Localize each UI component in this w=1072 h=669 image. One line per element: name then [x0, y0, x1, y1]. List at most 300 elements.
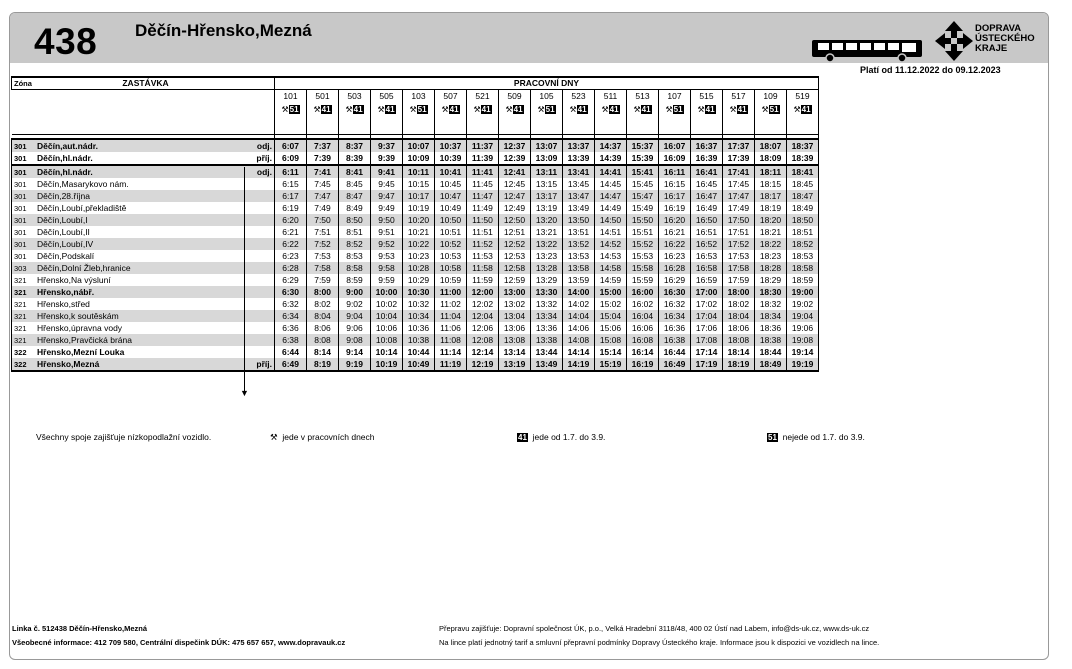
trip-code — [435, 103, 466, 116]
time-cell: 18:00 — [723, 286, 755, 298]
time-cell: 17:06 — [691, 322, 723, 334]
time-cell: 9:41 — [371, 165, 403, 178]
time-cell: 6:09 — [275, 152, 307, 165]
time-cell: 17:04 — [691, 310, 723, 322]
zone-cell: 322 — [12, 358, 36, 371]
time-cell: 16:28 — [659, 262, 691, 274]
time-cell: 15:39 — [627, 152, 659, 165]
time-cell: 10:08 — [371, 334, 403, 346]
time-cell: 19:08 — [787, 334, 819, 346]
time-cell: 14:02 — [563, 298, 595, 310]
time-cell: 16:21 — [659, 226, 691, 238]
time-cell: 13:38 — [531, 334, 563, 346]
trip-code — [371, 103, 402, 116]
zone-cell: 321 — [12, 286, 36, 298]
time-cell: 10:14 — [371, 346, 403, 358]
time-cell: 13:45 — [563, 178, 595, 190]
logo-line: KRAJE — [975, 43, 1008, 54]
trip-header — [275, 90, 307, 135]
workday-symbol-icon: ⚒ — [793, 105, 801, 114]
zone-cell: 301 — [12, 202, 36, 214]
dir-header — [254, 77, 275, 90]
time-cell: 18:47 — [787, 190, 819, 202]
time-cell: 13:06 — [499, 322, 531, 334]
time-cell: 7:37 — [307, 139, 339, 152]
trip-code — [403, 103, 434, 116]
time-cell: 18:09 — [755, 152, 787, 165]
time-cell: 11:02 — [435, 298, 467, 310]
time-cell: 11:49 — [467, 202, 499, 214]
direction-cell: příj. — [254, 358, 275, 371]
logo-line: DOPRAVA — [975, 23, 1022, 34]
time-cell: 6:11 — [275, 165, 307, 178]
time-cell: 17:58 — [723, 262, 755, 274]
time-cell: 13:39 — [563, 152, 595, 165]
timetable-row — [12, 139, 819, 152]
stop-name: Hřensko,Pravčická brána — [35, 334, 254, 346]
time-cell: 16:49 — [691, 202, 723, 214]
time-cell: 10:23 — [403, 250, 435, 262]
time-cell: 13:47 — [563, 190, 595, 202]
time-cell: 18:17 — [755, 190, 787, 202]
trip-code-badge: 41 — [641, 105, 651, 114]
trip-number: 517 — [731, 91, 746, 101]
time-cell: 9:53 — [371, 250, 403, 262]
time-cell: 6:38 — [275, 334, 307, 346]
time-cell: 11:39 — [467, 152, 499, 165]
time-cell: 16:00 — [627, 286, 659, 298]
time-cell: 8:47 — [339, 190, 371, 202]
trip-code-badge: 51 — [289, 105, 299, 114]
time-cell: 17:49 — [723, 202, 755, 214]
stop-name: Děčín,Loubí,překladiště — [37, 202, 127, 213]
trip-code-badge: 41 — [577, 105, 587, 114]
time-cell: 16:09 — [659, 152, 691, 165]
time-cell: 16:08 — [627, 334, 659, 346]
trip-number: 503 — [347, 91, 362, 101]
time-cell: 16:29 — [659, 274, 691, 286]
time-cell: 17:50 — [723, 214, 755, 226]
trip-code — [307, 103, 338, 116]
time-cell: 18:59 — [787, 274, 819, 286]
time-cell: 12:59 — [499, 274, 531, 286]
time-cell: 10:50 — [435, 214, 467, 226]
time-cell: 16:19 — [627, 358, 659, 371]
time-cell: 18:21 — [755, 226, 787, 238]
trip-header — [435, 90, 467, 135]
footer-tariff: Na lince platí jednotný tarif a smluvní přepravní podmínky Dopravy Ústeckého kraje. Informace jsou k dispozici ve vozidlech na lince. — [439, 638, 880, 647]
time-cell: 7:39 — [307, 152, 339, 165]
trip-number: 507 — [443, 91, 458, 101]
workday-symbol-icon: ⚒ — [761, 105, 769, 114]
time-cell: 15:53 — [627, 250, 659, 262]
workday-note — [270, 432, 375, 443]
time-cell: 10:28 — [403, 262, 435, 274]
zone-header: Zóna — [12, 77, 36, 90]
time-cell: 10:04 — [371, 310, 403, 322]
route-name: Děčín-Hřensko,Mezná — [135, 21, 312, 40]
time-cell: 14:08 — [563, 334, 595, 346]
time-cell: 13:29 — [531, 274, 563, 286]
trip-code-badge: 41 — [609, 105, 619, 114]
time-cell: 9:00 — [339, 286, 371, 298]
direction-cell — [254, 226, 275, 238]
time-cell: 15:58 — [627, 262, 659, 274]
direction-cell — [254, 322, 275, 334]
time-cell: 10:49 — [435, 202, 467, 214]
time-cell: 16:49 — [659, 358, 691, 371]
direction-cell — [254, 262, 275, 274]
direction-cell — [254, 286, 275, 298]
time-cell: 16:23 — [659, 250, 691, 262]
time-cell: 17:00 — [691, 286, 723, 298]
time-cell: 10:39 — [435, 152, 467, 165]
trip-number: 509 — [507, 91, 522, 101]
time-cell: 7:45 — [307, 178, 339, 190]
time-cell: 12:52 — [499, 238, 531, 250]
time-cell: 14:39 — [595, 152, 627, 165]
time-cell: 13:04 — [499, 310, 531, 322]
time-cell: 13:28 — [531, 262, 563, 274]
trip-code-badge: 41 — [737, 105, 747, 114]
stop-blank — [35, 90, 254, 135]
trip-number: 505 — [379, 91, 394, 101]
time-cell: 10:22 — [403, 238, 435, 250]
time-cell: 9:39 — [371, 152, 403, 165]
time-cell: 17:53 — [723, 250, 755, 262]
time-cell: 10:44 — [403, 346, 435, 358]
time-cell: 18:49 — [787, 202, 819, 214]
time-cell: 12:50 — [499, 214, 531, 226]
stop-name: Děčín,hl.nádr. — [37, 152, 93, 163]
time-cell: 8:19 — [307, 358, 339, 371]
time-cell: 10:11 — [403, 165, 435, 178]
time-cell: 13:59 — [563, 274, 595, 286]
time-cell: 6:21 — [275, 226, 307, 238]
time-cell: 18:29 — [755, 274, 787, 286]
time-cell: 13:58 — [563, 262, 595, 274]
trip-code — [723, 103, 754, 116]
time-cell: 6:30 — [275, 286, 307, 298]
trip-code — [499, 103, 530, 116]
stop-name: Hřensko,Mezná — [35, 358, 254, 371]
workday-symbol-icon: ⚒ — [377, 105, 385, 114]
stop-header: ZASTÁVKA — [35, 77, 254, 90]
time-cell: 8:37 — [339, 139, 371, 152]
time-cell: 16:22 — [659, 238, 691, 250]
time-cell: 10:19 — [403, 202, 435, 214]
time-cell: 10:06 — [371, 322, 403, 334]
workday-symbol-icon: ⚒ — [270, 432, 278, 442]
timetable-row — [12, 322, 819, 334]
direction-cell — [254, 238, 275, 250]
time-cell: 16:06 — [627, 322, 659, 334]
time-cell: 18:28 — [755, 262, 787, 274]
workday-symbol-icon: ⚒ — [569, 105, 577, 114]
trip-code-badge: 41 — [321, 105, 331, 114]
time-cell: 7:41 — [307, 165, 339, 178]
time-cell: 13:17 — [531, 190, 563, 202]
timetable-row — [12, 334, 819, 346]
time-cell: 9:04 — [339, 310, 371, 322]
timetable-row — [12, 152, 819, 165]
time-cell: 11:53 — [467, 250, 499, 262]
time-cell: 18:41 — [787, 165, 819, 178]
time-cell: 10:19 — [371, 358, 403, 371]
zone-cell: 321 — [12, 322, 36, 334]
time-cell: 6:36 — [275, 322, 307, 334]
time-cell: 18:23 — [755, 250, 787, 262]
zone-cell: 301 — [12, 214, 36, 226]
timetable-row — [12, 274, 819, 286]
time-cell: 9:45 — [371, 178, 403, 190]
time-cell: 15:51 — [627, 226, 659, 238]
time-cell: 18:19 — [723, 358, 755, 371]
time-cell: 19:14 — [787, 346, 819, 358]
time-cell: 16:39 — [691, 152, 723, 165]
time-cell: 15:04 — [595, 310, 627, 322]
trip-code-badge: 41 — [449, 105, 459, 114]
time-cell: 11:58 — [467, 262, 499, 274]
time-cell: 18:34 — [755, 310, 787, 322]
trip-header — [467, 90, 499, 135]
time-cell: 18:15 — [755, 178, 787, 190]
trip-header — [691, 90, 723, 135]
time-cell: 11:06 — [435, 322, 467, 334]
time-cell: 14:00 — [563, 286, 595, 298]
time-cell: 7:59 — [307, 274, 339, 286]
time-cell: 13:34 — [531, 310, 563, 322]
time-cell: 8:59 — [339, 274, 371, 286]
time-cell: 10:17 — [403, 190, 435, 202]
trip-number: 109 — [763, 91, 778, 101]
time-cell: 14:47 — [595, 190, 627, 202]
time-cell: 10:07 — [403, 139, 435, 152]
time-cell: 14:59 — [595, 274, 627, 286]
time-cell: 17:45 — [723, 178, 755, 190]
pass-through-line — [244, 167, 245, 392]
time-cell: 16:47 — [691, 190, 723, 202]
validity-text: Platí od 11.12.2022 do 09.12.2023 — [860, 65, 1001, 75]
time-cell: 10:30 — [403, 286, 435, 298]
workday-symbol-icon: ⚒ — [537, 105, 545, 114]
time-cell: 17:19 — [691, 358, 723, 371]
stop-name: Hřensko,nábř. — [35, 286, 254, 298]
time-cell: 10:53 — [435, 250, 467, 262]
stop-name: Hřensko,střed — [37, 298, 90, 309]
time-cell: 9:19 — [339, 358, 371, 371]
time-cell: 17:14 — [691, 346, 723, 358]
time-cell: 15:00 — [595, 286, 627, 298]
time-cell: 9:14 — [339, 346, 371, 358]
trip-code — [755, 103, 786, 116]
time-cell: 13:11 — [531, 165, 563, 178]
trip-code — [595, 103, 626, 116]
zone-cell: 303 — [12, 262, 36, 274]
time-cell: 6:23 — [275, 250, 307, 262]
direction-cell — [254, 274, 275, 286]
time-cell: 10:29 — [403, 274, 435, 286]
time-cell: 14:45 — [595, 178, 627, 190]
direction-cell — [254, 178, 275, 190]
code51-note — [767, 432, 865, 442]
time-cell: 10:45 — [435, 178, 467, 190]
timetable-row — [12, 310, 819, 322]
time-cell: 13:23 — [531, 250, 563, 262]
time-cell: 7:58 — [307, 262, 339, 274]
stop-name: Hřensko,úpravna vody — [37, 322, 123, 333]
time-cell: 16:30 — [659, 286, 691, 298]
time-cell: 15:41 — [627, 165, 659, 178]
time-cell: 17:52 — [723, 238, 755, 250]
trip-code-badge: 41 — [353, 105, 363, 114]
time-cell: 15:45 — [627, 178, 659, 190]
trip-code-badge: 51 — [673, 105, 683, 114]
time-cell: 16:51 — [691, 226, 723, 238]
time-cell: 13:20 — [531, 214, 563, 226]
time-cell: 18:20 — [755, 214, 787, 226]
time-cell: 15:50 — [627, 214, 659, 226]
zone-cell: 321 — [12, 310, 36, 322]
time-cell: 17:51 — [723, 226, 755, 238]
time-cell: 18:22 — [755, 238, 787, 250]
time-cell: 11:59 — [467, 274, 499, 286]
time-cell: 12:19 — [467, 358, 499, 371]
time-cell: 10:41 — [435, 165, 467, 178]
time-cell: 18:07 — [755, 139, 787, 152]
trip-header — [499, 90, 531, 135]
trip-header — [627, 90, 659, 135]
dir-blank — [254, 90, 275, 135]
time-cell: 6:28 — [275, 262, 307, 274]
time-cell: 10:20 — [403, 214, 435, 226]
trip-number: 523 — [571, 91, 586, 101]
time-cell: 13:49 — [563, 202, 595, 214]
timetable-row — [12, 214, 819, 226]
time-cell: 10:47 — [435, 190, 467, 202]
stop-name: Děčín,28.října — [35, 190, 254, 202]
bus-icon — [810, 38, 924, 64]
zone-cell: 301 — [12, 190, 36, 202]
time-cell: 16:45 — [691, 178, 723, 190]
time-cell: 11:41 — [467, 165, 499, 178]
time-cell: 13:08 — [499, 334, 531, 346]
time-cell: 16:36 — [659, 322, 691, 334]
direction-cell — [254, 214, 275, 226]
time-cell: 13:51 — [563, 226, 595, 238]
time-cell: 7:47 — [307, 190, 339, 202]
time-cell: 14:37 — [595, 139, 627, 152]
time-cell: 9:50 — [371, 214, 403, 226]
time-cell: 17:02 — [691, 298, 723, 310]
direction-cell: odj. — [254, 139, 275, 152]
time-cell: 8:02 — [307, 298, 339, 310]
stop-name: Hřensko,k soutěskám — [35, 310, 254, 322]
trip-code-badge: 41 — [513, 105, 523, 114]
zone-blank — [12, 90, 36, 135]
time-cell: 10:51 — [435, 226, 467, 238]
stop-name: Hřensko,Na výsluní — [37, 274, 111, 285]
workday-note-text: jede v pracovních dnech — [282, 432, 375, 442]
time-cell: 18:44 — [755, 346, 787, 358]
trip-code — [627, 103, 658, 116]
time-cell: 12:08 — [467, 334, 499, 346]
zone-cell: 301 — [12, 152, 36, 165]
stop-name: Děčín,Podskalí — [37, 250, 95, 261]
time-cell: 13:19 — [499, 358, 531, 371]
time-cell: 18:45 — [787, 178, 819, 190]
time-cell: 13:19 — [531, 202, 563, 214]
time-cell: 17:47 — [723, 190, 755, 202]
time-cell: 8:00 — [307, 286, 339, 298]
time-cell: 17:59 — [723, 274, 755, 286]
header-bar — [10, 13, 1048, 63]
logo-line: ÚSTECKÉHO — [975, 33, 1035, 44]
trip-number: 515 — [699, 91, 714, 101]
time-cell: 6:29 — [275, 274, 307, 286]
time-cell: 18:02 — [723, 298, 755, 310]
time-cell: 15:06 — [595, 322, 627, 334]
time-cell: 9:58 — [371, 262, 403, 274]
time-cell: 18:36 — [755, 322, 787, 334]
down-arrow-icon: ▼ — [240, 388, 249, 398]
zone-cell: 321 — [12, 298, 36, 310]
trip-header — [723, 90, 755, 135]
zone-cell: 301 — [12, 238, 36, 250]
time-cell: 13:15 — [531, 178, 563, 190]
time-cell: 9:59 — [371, 274, 403, 286]
time-cell: 14:53 — [595, 250, 627, 262]
time-cell: 17:39 — [723, 152, 755, 165]
trip-number: 511 — [603, 91, 618, 101]
trip-number: 513 — [635, 91, 650, 101]
time-cell: 8:41 — [339, 165, 371, 178]
time-cell: 10:00 — [371, 286, 403, 298]
time-cell: 16:20 — [659, 214, 691, 226]
time-cell: 12:45 — [499, 178, 531, 190]
time-cell: 13:02 — [499, 298, 531, 310]
time-cell: 11:00 — [435, 286, 467, 298]
direction-cell — [254, 298, 275, 310]
time-cell: 10:38 — [403, 334, 435, 346]
time-cell: 15:08 — [595, 334, 627, 346]
time-cell: 8:14 — [307, 346, 339, 358]
time-cell: 17:41 — [723, 165, 755, 178]
trip-code-badge: 41 — [801, 105, 811, 114]
timetable — [11, 76, 819, 372]
time-cell: 10:21 — [403, 226, 435, 238]
time-cell: 12:02 — [467, 298, 499, 310]
stop-name: Děčín,Loubí,IV — [35, 238, 254, 250]
time-cell: 6:19 — [275, 202, 307, 214]
time-cell: 6:07 — [275, 139, 307, 152]
time-cell: 12:00 — [467, 286, 499, 298]
direction-cell — [254, 202, 275, 214]
time-cell: 18:50 — [787, 214, 819, 226]
time-cell: 14:52 — [595, 238, 627, 250]
zone-cell: 301 — [12, 165, 36, 178]
direction-cell: příj. — [256, 152, 272, 163]
timetable-row — [12, 190, 819, 202]
time-cell: 14:41 — [595, 165, 627, 178]
logo-text — [975, 24, 1035, 54]
time-cell: 15:02 — [595, 298, 627, 310]
workday-symbol-icon: ⚒ — [345, 105, 353, 114]
time-cell: 17:08 — [691, 334, 723, 346]
time-cell: 17:37 — [723, 139, 755, 152]
zone-cell: 321 — [12, 334, 36, 346]
timetable-row — [12, 298, 819, 310]
